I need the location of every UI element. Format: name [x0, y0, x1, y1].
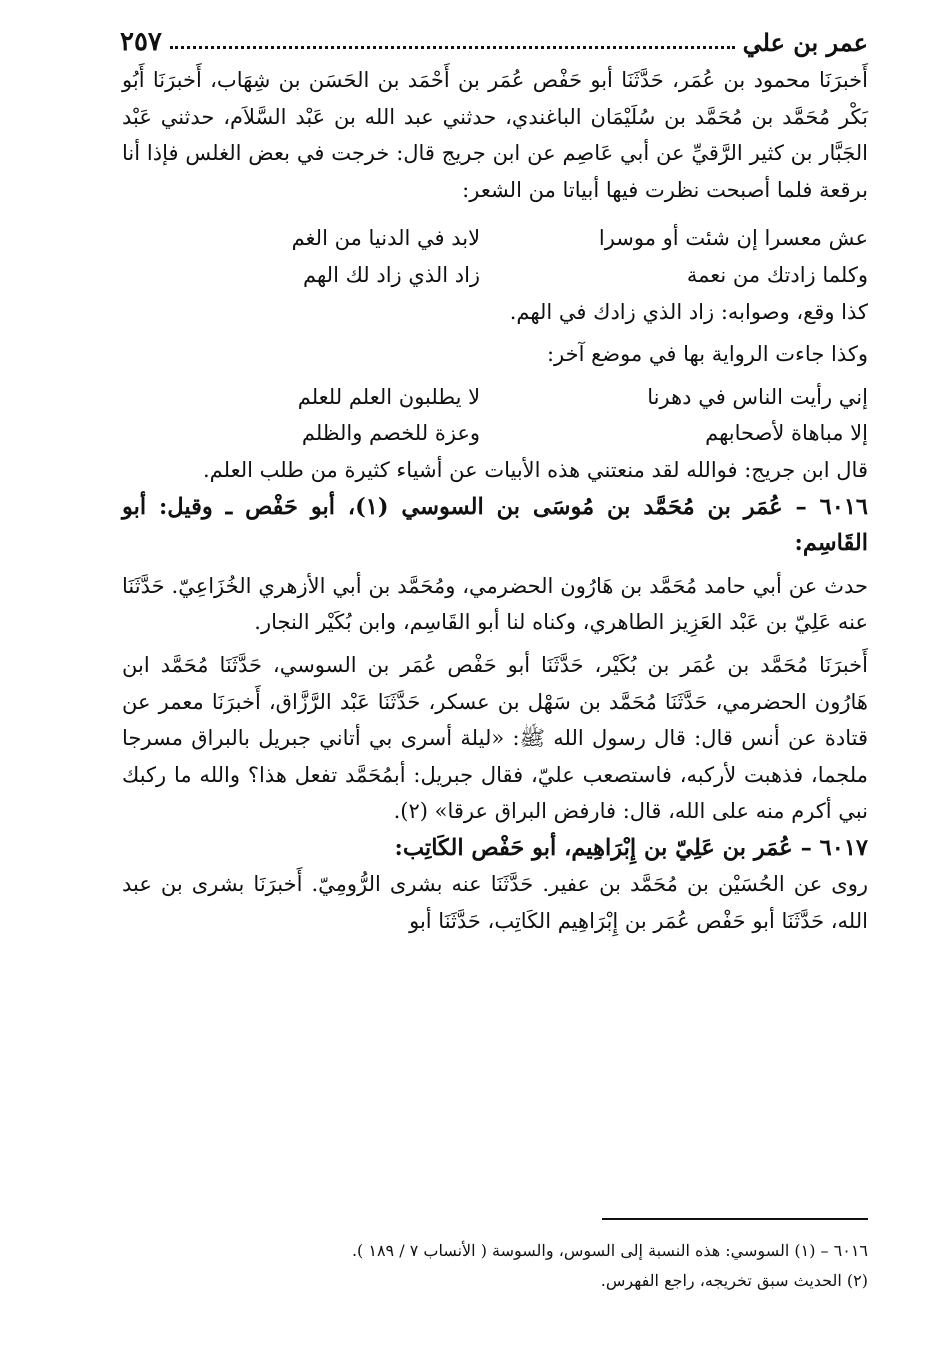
text-line: ابن هَارُون الحضرمي، حَدَّثَنَا مُحَمَّد بن سَهْل بن عسكر، حَدَّثَنَا عَبْد الرَّزَّاق، أَخبرَنَا [122, 652, 868, 714]
verse-hemistich-second: لا يطلبون العلم للعلم [297, 384, 481, 409]
footnote-2: (٢) الحديث سبق تخريجه، راجع الفهرس. [600, 1271, 868, 1290]
verse-line [122, 379, 868, 416]
running-header [120, 22, 868, 62]
verse-hemistich-second: وعزة للخصم والظلم [301, 421, 481, 446]
text-line: أَخبرَنَا أَبُو بَكْر مُحَمَّد بن مُحَمَّد بن سُلَيْمَان الباغندي، حدثني عبد الله بن عَبْد [122, 68, 868, 129]
verse-line [122, 415, 868, 452]
entry-heading-6017: ٦٠١٧ – عُمَر بن عَلِيّ بن إِبْرَاهِيم، أبو حَفْص الكَاتِب: [394, 834, 868, 861]
header-dot-leader [170, 46, 735, 49]
verse-hemistich-first: إلا مباهاة لأصحابهم [705, 421, 868, 446]
running-title: عمر بن علي [742, 27, 868, 57]
text-line: أَخبرَنَا محمود بن عُمَر، حَدَّثَنَا أبو حَفْص عُمَر بن أَحْمَد بن الحَسَن بن شِهَاب، [210, 68, 868, 92]
text-line: النجار. [254, 610, 310, 635]
text-line: حدث عن أبي حامد مُحَمَّد بن هَارُون الحضرمي، ومُحَمَّد بن أبي الأزهري [258, 573, 868, 598]
text-line: أَخبرَنَا مُحَمَّد بن عُمَر بن بُكَيْر، حَدَّثَنَا أبو حَفْص عُمَر بن السوسي، حَدَّثَنَا مُحَمَّد [160, 652, 868, 677]
footnotes [200, 1236, 868, 1296]
text-line: أَخبرَنَا بشرى بن عبد الله، حَدَّثَنَا أبو حَفْص عُمَر بن إِبْرَاهِيم الكَاتِب، حَدَّثَنَا أبو [122, 872, 868, 934]
page-number: ٢٥٧ [120, 27, 162, 57]
verse-hemistich-second: لابد في الدنيا من الغم [291, 226, 481, 251]
paragraph-closing: قال ابن جريج: فوالله لقد منعتني هذه الأبيات عن أشياء كثيرة من طلب العلم. [202, 457, 868, 482]
text-line: في بعض الغلس فإذا أنا برقعة فلما أصبحت نظرت فيها أبياتا من الشعر: [122, 141, 868, 202]
verse-line [122, 220, 868, 257]
text-line: السَّلاَم، حدثني عَبْد الجَبَّار بن كثير الرَّقيِّ عن أبي عَاصِم عن ابن جريج قال: خرجت [122, 104, 868, 166]
text-line: هذا؟ والله ما ركبك نبي أكرم منه على الله، قال: فارفض البراق عرقا» (٢). [122, 762, 868, 824]
text-line: ٦٠١٦ – عُمَر بن مُحَمَّد بن مُوسَى بن السوسي (١)، أبو حَفْص ـ وقيل: أبو [122, 493, 868, 520]
footnote-separator [602, 1218, 868, 1220]
paragraph-hadith [122, 647, 868, 830]
verse-hemistich-first: إني رأيت الناس في دهرنا [647, 384, 868, 409]
verse-hemistich-first: عش معسرا إن شئت أو موسرا [598, 226, 868, 251]
verse-hemistich-first: وكلما زادتك من نعمة [686, 262, 868, 287]
text-line: بالبراق مسرجا ملجما، فذهبت لأركبه، فاستصعب عليّ، فقال جبريل: أبمُحَمَّد تفعل [122, 726, 868, 787]
footnote-1: ٦٠١٦ – (١) السوسي: هذه النسبة إلى السوس، والسوسة ( الأنساب ٧ / ١٨٩ ). [351, 1241, 868, 1260]
paragraph-biography-2 [122, 866, 868, 939]
verse-line [122, 257, 868, 294]
text-line: معمر عن قتادة عن أنس قال: قال رسول الله ﷺ: «ليلة أسرى بي أتاني جبريل [122, 689, 868, 751]
paragraph-isnad-1 [122, 62, 868, 208]
editor-note-line: كذا وقع، وصوابه: زاد الذي زادك في الهم. [509, 299, 868, 324]
paragraph-biography [122, 568, 868, 641]
editor-note-line: وكذا جاءت الرواية بها في موضع آخر: [546, 342, 868, 367]
text-line: الخُزَاعِيّ. حَدَّثَنَا عنه عَلِيّ بن عَبْد العَزِيز الطاهري، وكناه لنا أبو القَاسِم، وابن بُكَيْر [122, 573, 868, 635]
page-body [122, 62, 868, 940]
text-line: روى عن الحُسَيْن بن مُحَمَّد بن عفير. حَدَّثَنَا عنه بشرى الرُّومِيّ. [311, 872, 868, 897]
verse-hemistich-second: زاد الذي زاد لك الهم [303, 262, 481, 287]
entry-heading-6016 [122, 489, 868, 562]
text-line: القَاسِم: [794, 530, 868, 557]
